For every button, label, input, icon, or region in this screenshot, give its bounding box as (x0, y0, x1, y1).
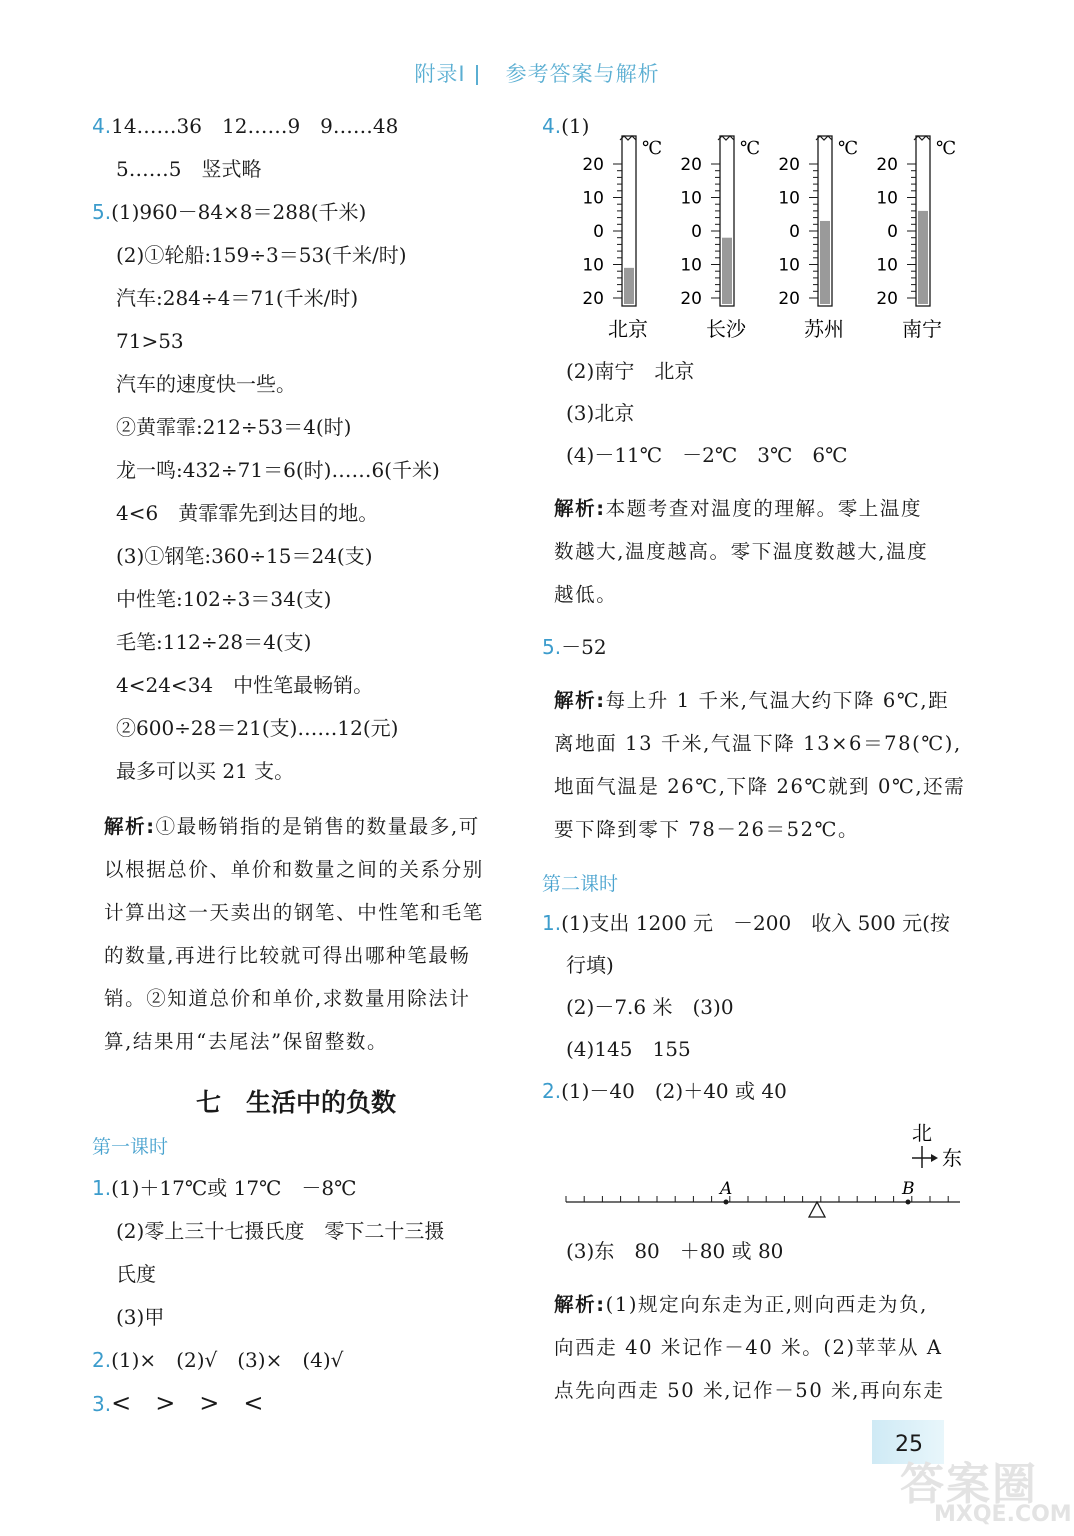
east-label: 东 (942, 1146, 962, 1170)
left-q5-line1: 5.(1)960－84×8＝288(千米) (92, 200, 367, 224)
point-a-label: A (720, 1179, 733, 1199)
left-q5-line: ②600÷28＝21(支)……12(元) (116, 716, 399, 740)
scale-label: 10 (680, 255, 702, 276)
l1-q2: 2.(1)× (2)√ (3)× (4)√ (92, 1348, 344, 1372)
l1-q3: 3.< > > < (92, 1389, 264, 1417)
city-label: 苏州 (804, 317, 844, 340)
scale-label: 0 (789, 222, 800, 242)
left-q5-line: (3)①钢笔:360÷15＝24(支) (116, 544, 373, 568)
l2-q1-line: (2)－7.6 米 (3)0 (566, 995, 734, 1019)
scale-label: 10 (582, 188, 604, 209)
l2-q2-line1: 2.(1)－40 (2)＋40 或 40 (542, 1079, 787, 1103)
scale-label: 0 (593, 222, 604, 242)
right-q5-analysis: 解析:每上升 1 千米,气温大约下降 6℃,距 离地面 13 千米,气温下降 13×6＝78(℃), 地面气温是 26℃,下降 26℃就到 0℃,还需 要下降到零下 78－26＝52℃。 (554, 689, 966, 841)
scale-label: 10 (876, 255, 898, 276)
left-analysis: 解析:①最畅销指的是销售的数量最多,可 以根据总价、单价和数量之间的关系分别 计算出这一天卖出的钢笔、中性笔和毛笔 的数量,再进行比较就可得出哪种笔最畅 销。②知道总价和单价,求数量用除法计 算,结果用“去尾法”保留整数。 (104, 815, 484, 1053)
scale-label: 20 (582, 289, 604, 309)
l1-q1-line1: 1.(1)＋17℃或 17℃ －8℃ (92, 1176, 357, 1200)
scale-label: 20 (876, 155, 898, 175)
watermark-logo: 答案圈 (900, 1459, 1038, 1510)
scale-label: 10 (778, 188, 800, 209)
unit-label: ℃ (642, 138, 663, 159)
watermark-site: MXQE.COM (934, 1502, 1072, 1527)
left-q5-line: 毛笔:112÷28＝4(支) (116, 630, 312, 654)
left-q5-line: 4<6 黄霏霏先到达目的地。 (116, 501, 379, 525)
l2-q1-line: 行填) (566, 953, 614, 977)
l2-analysis: 解析:(1)规定向东走为正,则向西走为负, 向西走 40 米记作－40 米。(2)苹苹从 A 点先向西走 50 米,记作－50 米,再向东走 (554, 1293, 945, 1402)
right-q4-line: (4)－11℃ －2℃ 3℃ 6℃ (566, 443, 848, 467)
scale-label: 20 (680, 289, 702, 309)
right-q4-line: (3)北京 (566, 401, 635, 425)
left-q4-line1: 4.14……36 12……9 9……48 (92, 114, 399, 138)
point-b (906, 1200, 911, 1205)
left-q4-line2: 5……5 竖式略 (116, 157, 262, 181)
scale-label: 10 (582, 255, 604, 276)
lesson-heading: 第一课时 (92, 1136, 169, 1158)
scale-label: 10 (876, 188, 898, 209)
chapter-title: 七 生活中的负数 (196, 1088, 397, 1117)
left-q5-line: 汽车:284÷4＝71(千米/时) (116, 286, 359, 310)
left-q5-line: ②黄霏霏:212÷53＝4(时) (116, 415, 352, 439)
mercury-fill (918, 211, 928, 304)
thermometer (778, 136, 858, 340)
mercury-fill (820, 221, 830, 304)
scale-label: 20 (582, 155, 604, 175)
point-a (724, 1200, 729, 1205)
left-q5-line: 4<24<34 中性笔最畅销。 (116, 673, 374, 697)
l2-q1-line1: 1.(1)支出 1200 元 －200 收入 500 元(按 (542, 911, 950, 935)
scale-label: 20 (680, 155, 702, 175)
l1-q1-line: (3)甲 (116, 1305, 165, 1329)
header-divider (476, 65, 478, 85)
thermometer-chart (570, 130, 990, 340)
scale-label: 10 (778, 255, 800, 276)
thermometer (876, 136, 956, 340)
l2-q1-line: (4)145 155 (566, 1037, 691, 1061)
page-number: 25 (895, 1432, 923, 1457)
unit-label: ℃ (936, 138, 957, 159)
left-q5-line: 龙一鸣:432÷71＝6(时)……6(千米) (116, 458, 440, 482)
number-line-figure (560, 1118, 990, 1218)
header-appendix: 附录Ⅰ (414, 62, 466, 86)
city-label: 北京 (608, 317, 648, 340)
analysis-label: 解析: (104, 815, 156, 838)
l2-q2-line3: (3)东 80 ＋80 或 80 (566, 1239, 784, 1263)
scale-label: 10 (680, 188, 702, 209)
right-q4-line1: 4.(1) (542, 114, 590, 138)
scale-label: 20 (778, 289, 800, 309)
thermometer (680, 136, 760, 340)
l1-q1-line: 氏度 (116, 1262, 156, 1286)
left-q5-line: 71>53 (116, 329, 184, 353)
left-q5-line: 汽车的速度快一些。 (116, 372, 296, 396)
left-q5-line: (2)①轮船:159÷3＝53(千米/时) (116, 243, 407, 267)
axis-ticks (566, 1196, 948, 1202)
scale-label: 0 (887, 222, 898, 242)
origin-triangle (809, 1202, 825, 1217)
left-q5-line: 最多可以买 21 支。 (116, 759, 295, 783)
l1-q1-line: (2)零上三十七摄氏度 零下二十三摄 (116, 1219, 445, 1243)
scale-label: 20 (876, 289, 898, 309)
mercury-fill (624, 268, 634, 304)
lesson-heading: 第二课时 (542, 873, 619, 895)
right-q4-line: (2)南宁 北京 (566, 359, 695, 383)
scale-label: 20 (778, 155, 800, 175)
city-label: 南宁 (902, 317, 942, 340)
left-q5-line: 中性笔:102÷3＝34(支) (116, 587, 332, 611)
point-b-label: B (902, 1179, 915, 1199)
unit-label: ℃ (838, 138, 859, 159)
thermometer (582, 136, 662, 340)
right-q4-analysis: 解析:本题考查对温度的理解。零上温度 数越大,温度越高。零下温度数越大,温度 越低。 (554, 497, 929, 606)
scale-label: 0 (691, 222, 702, 242)
mercury-fill (722, 238, 732, 304)
running-header (0, 58, 1074, 88)
unit-label: ℃ (740, 138, 761, 159)
north-label: 北 (912, 1121, 932, 1145)
header-title: 参考答案与解析 (505, 62, 660, 86)
city-label: 长沙 (706, 317, 746, 340)
right-q5: 5.－52 (542, 635, 607, 659)
